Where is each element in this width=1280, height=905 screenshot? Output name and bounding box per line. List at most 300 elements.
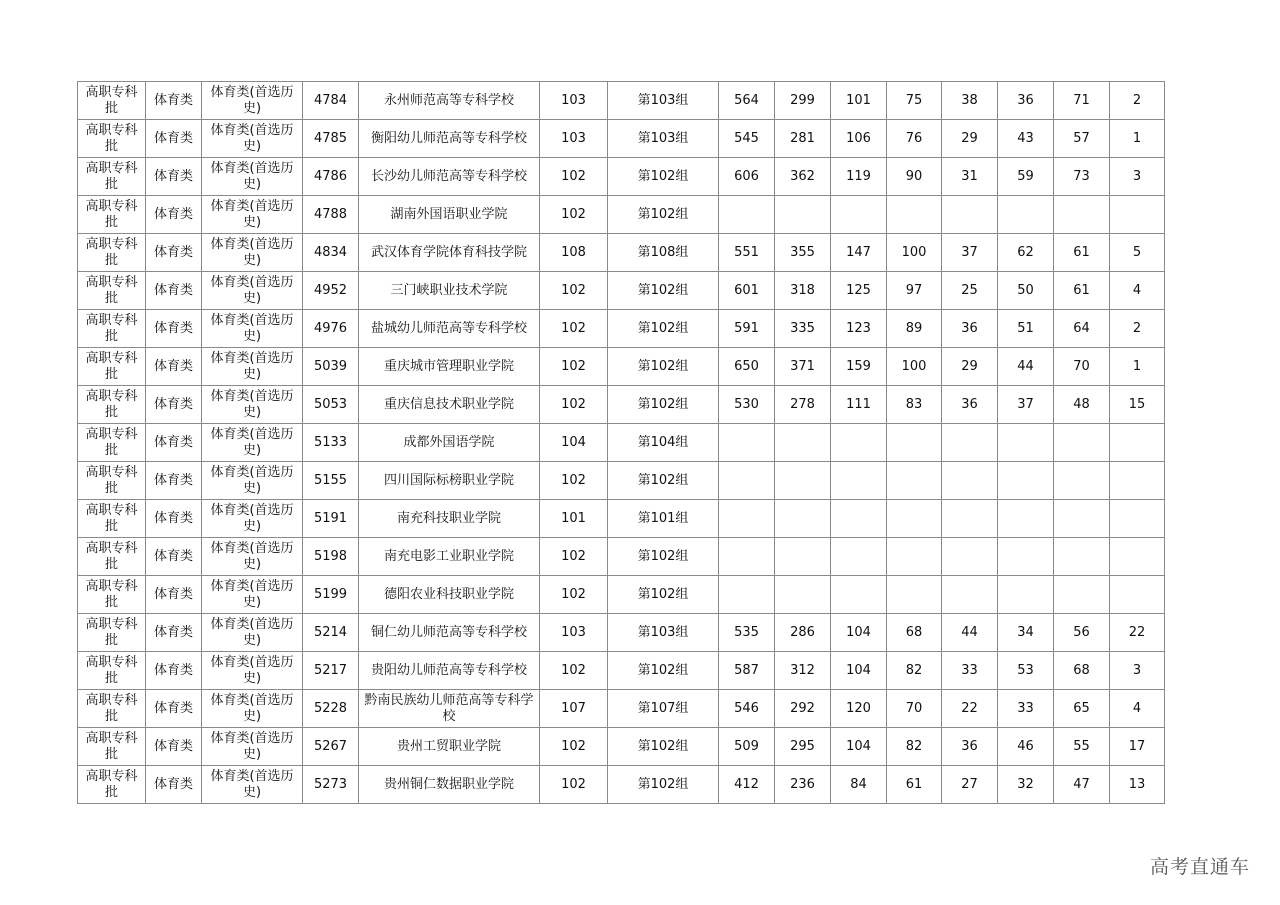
score-f-cell: 46 (998, 728, 1054, 766)
batch-cell: 高职专科批 (78, 614, 146, 652)
score-c-cell: 119 (831, 158, 887, 196)
score-f-cell: 50 (998, 272, 1054, 310)
school-code-cell: 5214 (303, 614, 359, 652)
score-b-cell: 292 (775, 690, 831, 728)
score-g-cell: 64 (1054, 310, 1110, 348)
batch-cell: 高职专科批 (78, 728, 146, 766)
batch-cell: 高职专科批 (78, 462, 146, 500)
category-cell: 体育类 (146, 120, 202, 158)
school-name-cell: 重庆信息技术职业学院 (359, 386, 540, 424)
score-a-cell: 650 (719, 348, 775, 386)
category-cell: 体育类 (146, 348, 202, 386)
score-h-cell: 2 (1110, 82, 1165, 120)
score-g-cell: 71 (1054, 82, 1110, 120)
score-e-cell: 36 (942, 386, 998, 424)
score-g-cell (1054, 462, 1110, 500)
major-group-cell: 第102组 (608, 576, 719, 614)
score-c-cell: 104 (831, 728, 887, 766)
batch-cell: 高职专科批 (78, 386, 146, 424)
score-e-cell (942, 500, 998, 538)
school-name-cell: 德阳农业科技职业学院 (359, 576, 540, 614)
category-cell: 体育类 (146, 196, 202, 234)
table-body (78, 82, 1165, 804)
score-d-cell (887, 500, 942, 538)
category-cell: 体育类 (146, 576, 202, 614)
batch-cell: 高职专科批 (78, 82, 146, 120)
school-code-cell: 4788 (303, 196, 359, 234)
major-group-code-cell: 102 (540, 348, 608, 386)
school-code-cell: 5199 (303, 576, 359, 614)
score-g-cell: 70 (1054, 348, 1110, 386)
score-h-cell: 15 (1110, 386, 1165, 424)
major-group-code-cell: 103 (540, 82, 608, 120)
school-code-cell: 5273 (303, 766, 359, 804)
score-a-cell: 601 (719, 272, 775, 310)
score-g-cell (1054, 576, 1110, 614)
category-cell: 体育类 (146, 500, 202, 538)
score-h-cell (1110, 424, 1165, 462)
score-d-cell: 100 (887, 234, 942, 272)
subject-group-cell: 体育类(首选历史) (202, 728, 303, 766)
table-row (78, 158, 1165, 196)
score-g-cell: 48 (1054, 386, 1110, 424)
score-a-cell: 591 (719, 310, 775, 348)
score-c-cell (831, 538, 887, 576)
major-group-cell: 第103组 (608, 614, 719, 652)
score-f-cell (998, 196, 1054, 234)
score-c-cell (831, 500, 887, 538)
score-b-cell (775, 576, 831, 614)
score-e-cell: 22 (942, 690, 998, 728)
major-group-cell: 第102组 (608, 272, 719, 310)
major-group-cell: 第102组 (608, 196, 719, 234)
major-group-cell: 第102组 (608, 728, 719, 766)
school-name-cell: 湖南外国语职业学院 (359, 196, 540, 234)
major-group-code-cell: 101 (540, 500, 608, 538)
school-name-cell: 贵州铜仁数据职业学院 (359, 766, 540, 804)
score-h-cell: 3 (1110, 158, 1165, 196)
score-h-cell (1110, 462, 1165, 500)
score-a-cell: 545 (719, 120, 775, 158)
table-row (78, 576, 1165, 614)
score-b-cell (775, 500, 831, 538)
score-d-cell (887, 576, 942, 614)
score-b-cell (775, 538, 831, 576)
subject-group-cell: 体育类(首选历史) (202, 386, 303, 424)
table-row (78, 234, 1165, 272)
score-g-cell (1054, 538, 1110, 576)
score-c-cell: 147 (831, 234, 887, 272)
score-d-cell: 68 (887, 614, 942, 652)
score-g-cell: 57 (1054, 120, 1110, 158)
score-e-cell: 37 (942, 234, 998, 272)
major-group-code-cell: 103 (540, 120, 608, 158)
major-group-cell: 第102组 (608, 766, 719, 804)
score-a-cell (719, 462, 775, 500)
major-group-code-cell: 102 (540, 538, 608, 576)
score-a-cell: 587 (719, 652, 775, 690)
school-name-cell: 四川国际标榜职业学院 (359, 462, 540, 500)
score-a-cell: 564 (719, 82, 775, 120)
major-group-cell: 第102组 (608, 462, 719, 500)
score-g-cell: 56 (1054, 614, 1110, 652)
score-d-cell: 100 (887, 348, 942, 386)
major-group-code-cell: 102 (540, 272, 608, 310)
score-a-cell (719, 538, 775, 576)
score-b-cell: 281 (775, 120, 831, 158)
score-b-cell: 278 (775, 386, 831, 424)
table-row (78, 462, 1165, 500)
table-row (78, 766, 1165, 804)
major-group-code-cell: 102 (540, 386, 608, 424)
subject-group-cell: 体育类(首选历史) (202, 196, 303, 234)
batch-cell: 高职专科批 (78, 272, 146, 310)
school-code-cell: 5191 (303, 500, 359, 538)
school-name-cell: 南充科技职业学院 (359, 500, 540, 538)
major-group-code-cell: 102 (540, 766, 608, 804)
subject-group-cell: 体育类(首选历史) (202, 500, 303, 538)
major-group-code-cell: 102 (540, 196, 608, 234)
table-row (78, 272, 1165, 310)
major-group-cell: 第108组 (608, 234, 719, 272)
school-code-cell: 5133 (303, 424, 359, 462)
table-row (78, 538, 1165, 576)
subject-group-cell: 体育类(首选历史) (202, 158, 303, 196)
score-e-cell (942, 462, 998, 500)
school-code-cell: 5053 (303, 386, 359, 424)
major-group-cell: 第103组 (608, 82, 719, 120)
score-c-cell (831, 576, 887, 614)
batch-cell: 高职专科批 (78, 576, 146, 614)
category-cell: 体育类 (146, 462, 202, 500)
score-b-cell: 335 (775, 310, 831, 348)
score-c-cell: 106 (831, 120, 887, 158)
score-h-cell: 1 (1110, 120, 1165, 158)
subject-group-cell: 体育类(首选历史) (202, 538, 303, 576)
major-group-cell: 第103组 (608, 120, 719, 158)
table-row (78, 728, 1165, 766)
category-cell: 体育类 (146, 728, 202, 766)
major-group-cell: 第104组 (608, 424, 719, 462)
school-name-cell: 长沙幼儿师范高等专科学校 (359, 158, 540, 196)
table-row (78, 120, 1165, 158)
score-g-cell (1054, 424, 1110, 462)
batch-cell: 高职专科批 (78, 310, 146, 348)
score-e-cell: 29 (942, 120, 998, 158)
major-group-cell: 第102组 (608, 538, 719, 576)
score-b-cell: 236 (775, 766, 831, 804)
major-group-code-cell: 102 (540, 576, 608, 614)
score-b-cell: 318 (775, 272, 831, 310)
score-f-cell (998, 576, 1054, 614)
school-name-cell: 三门峡职业技术学院 (359, 272, 540, 310)
score-b-cell: 371 (775, 348, 831, 386)
score-f-cell: 51 (998, 310, 1054, 348)
score-g-cell: 61 (1054, 272, 1110, 310)
score-d-cell (887, 424, 942, 462)
table-row (78, 386, 1165, 424)
score-a-cell (719, 576, 775, 614)
score-e-cell: 33 (942, 652, 998, 690)
score-d-cell (887, 462, 942, 500)
category-cell: 体育类 (146, 614, 202, 652)
school-name-cell: 武汉体育学院体育科技学院 (359, 234, 540, 272)
major-group-cell: 第102组 (608, 348, 719, 386)
score-b-cell (775, 196, 831, 234)
subject-group-cell: 体育类(首选历史) (202, 272, 303, 310)
score-d-cell: 76 (887, 120, 942, 158)
score-d-cell: 61 (887, 766, 942, 804)
score-c-cell: 159 (831, 348, 887, 386)
major-group-code-cell: 102 (540, 158, 608, 196)
table-row (78, 348, 1165, 386)
school-code-cell: 4834 (303, 234, 359, 272)
batch-cell: 高职专科批 (78, 766, 146, 804)
major-group-cell: 第101组 (608, 500, 719, 538)
subject-group-cell: 体育类(首选历史) (202, 120, 303, 158)
table-row (78, 690, 1165, 728)
score-b-cell: 362 (775, 158, 831, 196)
school-name-cell: 永州师范高等专科学校 (359, 82, 540, 120)
score-g-cell: 61 (1054, 234, 1110, 272)
score-a-cell: 530 (719, 386, 775, 424)
score-b-cell: 355 (775, 234, 831, 272)
score-h-cell: 17 (1110, 728, 1165, 766)
score-c-cell (831, 196, 887, 234)
school-code-cell: 5198 (303, 538, 359, 576)
table-row (78, 310, 1165, 348)
watermark-text: 高考直通车 (1149, 856, 1250, 878)
school-name-cell: 南充电影工业职业学院 (359, 538, 540, 576)
batch-cell: 高职专科批 (78, 348, 146, 386)
major-group-code-cell: 107 (540, 690, 608, 728)
score-c-cell (831, 424, 887, 462)
table-row (78, 196, 1165, 234)
school-name-cell: 黔南民族幼儿师范高等专科学校 (359, 690, 540, 728)
major-group-cell: 第102组 (608, 652, 719, 690)
score-b-cell: 295 (775, 728, 831, 766)
score-c-cell: 111 (831, 386, 887, 424)
score-f-cell: 59 (998, 158, 1054, 196)
score-a-cell: 535 (719, 614, 775, 652)
subject-group-cell: 体育类(首选历史) (202, 652, 303, 690)
score-c-cell: 120 (831, 690, 887, 728)
batch-cell: 高职专科批 (78, 500, 146, 538)
major-group-cell: 第107组 (608, 690, 719, 728)
batch-cell: 高职专科批 (78, 234, 146, 272)
score-g-cell (1054, 196, 1110, 234)
score-c-cell: 101 (831, 82, 887, 120)
school-code-cell: 5155 (303, 462, 359, 500)
score-e-cell: 29 (942, 348, 998, 386)
score-b-cell (775, 424, 831, 462)
score-d-cell: 97 (887, 272, 942, 310)
category-cell: 体育类 (146, 538, 202, 576)
school-code-cell: 5039 (303, 348, 359, 386)
score-a-cell: 509 (719, 728, 775, 766)
score-c-cell: 104 (831, 652, 887, 690)
score-e-cell (942, 196, 998, 234)
major-group-cell: 第102组 (608, 386, 719, 424)
category-cell: 体育类 (146, 158, 202, 196)
category-cell: 体育类 (146, 234, 202, 272)
score-h-cell (1110, 576, 1165, 614)
score-f-cell: 36 (998, 82, 1054, 120)
score-f-cell (998, 538, 1054, 576)
major-group-cell: 第102组 (608, 158, 719, 196)
score-a-cell: 606 (719, 158, 775, 196)
score-a-cell: 412 (719, 766, 775, 804)
score-h-cell: 5 (1110, 234, 1165, 272)
school-name-cell: 衡阳幼儿师范高等专科学校 (359, 120, 540, 158)
subject-group-cell: 体育类(首选历史) (202, 690, 303, 728)
table-row (78, 652, 1165, 690)
score-c-cell: 125 (831, 272, 887, 310)
score-g-cell: 73 (1054, 158, 1110, 196)
category-cell: 体育类 (146, 310, 202, 348)
category-cell: 体育类 (146, 424, 202, 462)
score-d-cell: 83 (887, 386, 942, 424)
score-d-cell: 82 (887, 728, 942, 766)
school-name-cell: 成都外国语学院 (359, 424, 540, 462)
score-e-cell: 44 (942, 614, 998, 652)
batch-cell: 高职专科批 (78, 538, 146, 576)
school-code-cell: 4952 (303, 272, 359, 310)
score-g-cell: 68 (1054, 652, 1110, 690)
score-f-cell: 43 (998, 120, 1054, 158)
major-group-code-cell: 104 (540, 424, 608, 462)
major-group-code-cell: 102 (540, 728, 608, 766)
school-name-cell: 贵州工贸职业学院 (359, 728, 540, 766)
category-cell: 体育类 (146, 272, 202, 310)
subject-group-cell: 体育类(首选历史) (202, 576, 303, 614)
subject-group-cell: 体育类(首选历史) (202, 462, 303, 500)
score-f-cell: 34 (998, 614, 1054, 652)
category-cell: 体育类 (146, 766, 202, 804)
subject-group-cell: 体育类(首选历史) (202, 766, 303, 804)
table-row (78, 614, 1165, 652)
score-g-cell: 47 (1054, 766, 1110, 804)
score-h-cell (1110, 500, 1165, 538)
category-cell: 体育类 (146, 690, 202, 728)
score-f-cell: 32 (998, 766, 1054, 804)
score-b-cell: 312 (775, 652, 831, 690)
score-e-cell: 31 (942, 158, 998, 196)
school-name-cell: 重庆城市管理职业学院 (359, 348, 540, 386)
score-g-cell (1054, 500, 1110, 538)
category-cell: 体育类 (146, 82, 202, 120)
category-cell: 体育类 (146, 652, 202, 690)
score-a-cell: 551 (719, 234, 775, 272)
school-code-cell: 4786 (303, 158, 359, 196)
score-e-cell: 38 (942, 82, 998, 120)
score-f-cell: 53 (998, 652, 1054, 690)
score-b-cell: 299 (775, 82, 831, 120)
batch-cell: 高职专科批 (78, 158, 146, 196)
score-d-cell: 82 (887, 652, 942, 690)
score-f-cell (998, 462, 1054, 500)
major-group-code-cell: 102 (540, 652, 608, 690)
score-b-cell (775, 462, 831, 500)
batch-cell: 高职专科批 (78, 690, 146, 728)
score-d-cell: 90 (887, 158, 942, 196)
score-e-cell: 25 (942, 272, 998, 310)
school-name-cell: 贵阳幼儿师范高等专科学校 (359, 652, 540, 690)
subject-group-cell: 体育类(首选历史) (202, 234, 303, 272)
score-c-cell: 84 (831, 766, 887, 804)
major-group-code-cell: 108 (540, 234, 608, 272)
score-h-cell: 1 (1110, 348, 1165, 386)
score-d-cell (887, 538, 942, 576)
score-e-cell (942, 576, 998, 614)
score-c-cell: 123 (831, 310, 887, 348)
major-group-code-cell: 102 (540, 462, 608, 500)
score-h-cell: 22 (1110, 614, 1165, 652)
school-code-cell: 5228 (303, 690, 359, 728)
score-f-cell: 44 (998, 348, 1054, 386)
table-row (78, 82, 1165, 120)
table-row (78, 424, 1165, 462)
score-d-cell: 89 (887, 310, 942, 348)
school-code-cell: 5267 (303, 728, 359, 766)
score-e-cell (942, 538, 998, 576)
score-a-cell (719, 424, 775, 462)
score-h-cell: 3 (1110, 652, 1165, 690)
score-d-cell: 70 (887, 690, 942, 728)
score-f-cell (998, 500, 1054, 538)
score-f-cell: 33 (998, 690, 1054, 728)
score-a-cell: 546 (719, 690, 775, 728)
major-group-code-cell: 102 (540, 310, 608, 348)
score-h-cell (1110, 196, 1165, 234)
subject-group-cell: 体育类(首选历史) (202, 424, 303, 462)
table-row (78, 500, 1165, 538)
score-c-cell: 104 (831, 614, 887, 652)
score-g-cell: 55 (1054, 728, 1110, 766)
score-d-cell: 75 (887, 82, 942, 120)
score-e-cell: 36 (942, 728, 998, 766)
score-g-cell: 65 (1054, 690, 1110, 728)
score-a-cell (719, 500, 775, 538)
category-cell: 体育类 (146, 386, 202, 424)
score-h-cell: 2 (1110, 310, 1165, 348)
school-code-cell: 4785 (303, 120, 359, 158)
batch-cell: 高职专科批 (78, 196, 146, 234)
score-b-cell: 286 (775, 614, 831, 652)
score-f-cell (998, 424, 1054, 462)
subject-group-cell: 体育类(首选历史) (202, 82, 303, 120)
score-c-cell (831, 462, 887, 500)
batch-cell: 高职专科批 (78, 652, 146, 690)
score-a-cell (719, 196, 775, 234)
score-d-cell (887, 196, 942, 234)
subject-group-cell: 体育类(首选历史) (202, 614, 303, 652)
admissions-table (77, 81, 1165, 804)
score-f-cell: 37 (998, 386, 1054, 424)
major-group-cell: 第102组 (608, 310, 719, 348)
score-e-cell (942, 424, 998, 462)
school-code-cell: 4784 (303, 82, 359, 120)
score-h-cell: 4 (1110, 690, 1165, 728)
score-h-cell (1110, 538, 1165, 576)
batch-cell: 高职专科批 (78, 424, 146, 462)
school-name-cell: 盐城幼儿师范高等专科学校 (359, 310, 540, 348)
subject-group-cell: 体育类(首选历史) (202, 348, 303, 386)
score-h-cell: 13 (1110, 766, 1165, 804)
major-group-code-cell: 103 (540, 614, 608, 652)
score-e-cell: 36 (942, 310, 998, 348)
subject-group-cell: 体育类(首选历史) (202, 310, 303, 348)
